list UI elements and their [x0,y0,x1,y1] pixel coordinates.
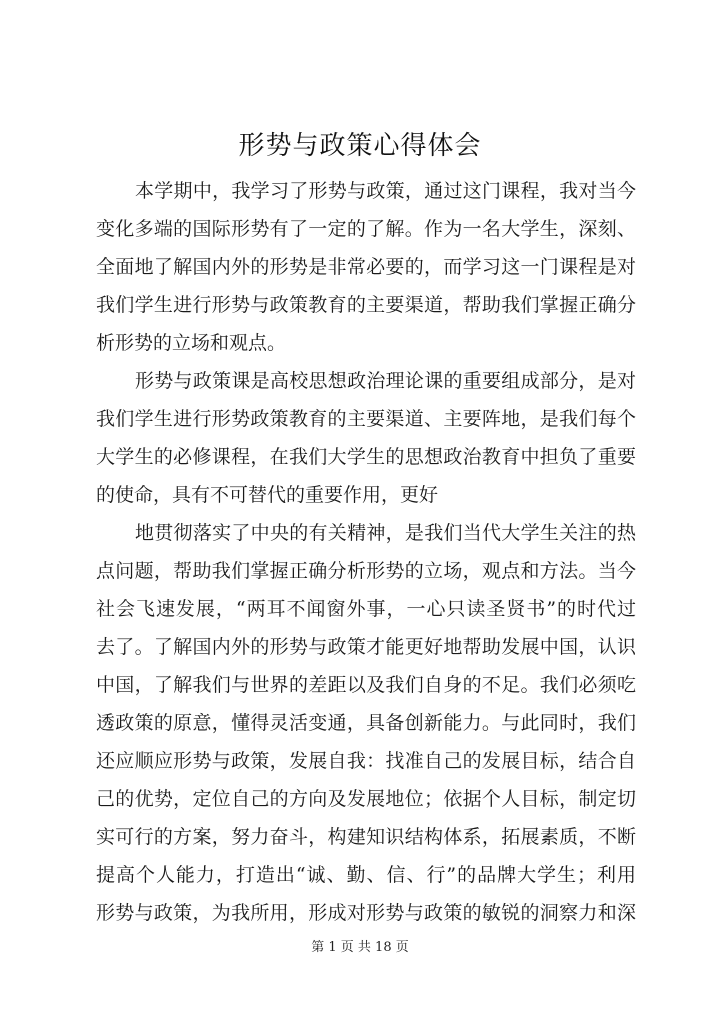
body-line: 点问题，帮助我们掌握正确分析形势的立场，观点和方法。当今 [96,560,636,582]
body-line: 还应顺应形势与政策，发展自我：找准自己的发展目标，结合自 [96,750,636,772]
body-line: 提高个人能力，打造出“诚、勤、信、行”的品牌大学生；利用 [96,864,636,886]
body-line: 我们学生进行形势与政策教育的主要渠道，帮助我们掌握正确分 [96,294,636,316]
body-line: 己的优势，定位自己的方向及发展地位；依据个人目标，制定切 [96,788,636,810]
body-line: 形势与政策课是高校思想政治理论课的重要组成部分，是对 [135,370,636,392]
body-line: 全面地了解国内外的形势是非常必要的，而学习这一门课程是对 [96,256,636,278]
body-line: 我们学生进行形势政策教育的主要渠道、主要阵地，是我们每个 [96,408,636,430]
page-number-footer: 第 1 页 共 18 页 [311,940,409,955]
body-line: 透政策的原意，懂得灵活变通，具备创新能力。与此同时，我们 [96,712,636,734]
body-line: 中国，了解我们与世界的差距以及我们自身的不足。我们必须吃 [96,674,636,696]
body-line: 析形势的立场和观点。 [96,332,287,354]
body-line: 去了。了解国内外的形势与政策才能更好地帮助发展中国，认识 [96,636,636,658]
body-line: 实可行的方案，努力奋斗，构建知识结构体系，拓展素质，不断 [96,826,636,848]
body-line: 形势与政策，为我所用，形成对形势与政策的敏锐的洞察力和深 [96,902,636,924]
document-title: 形势与政策心得体会 [238,131,482,161]
body-line: 的使命，具有不可替代的重要作用，更好 [96,484,439,506]
body-line: 变化多端的国际形势有了一定的了解。作为一名大学生，深刻、 [96,218,636,240]
body-line: 社会飞速发展，“两耳不闻窗外事，一心只读圣贤书”的时代过 [96,598,636,620]
body-line: 地贯彻落实了中央的有关精神，是我们当代大学生关注的热 [135,522,636,544]
body-line: 大学生的必修课程，在我们大学生的思想政治教育中担负了重要 [96,446,636,468]
body-line: 本学期中，我学习了形势与政策，通过这门课程，我对当今 [135,180,636,202]
